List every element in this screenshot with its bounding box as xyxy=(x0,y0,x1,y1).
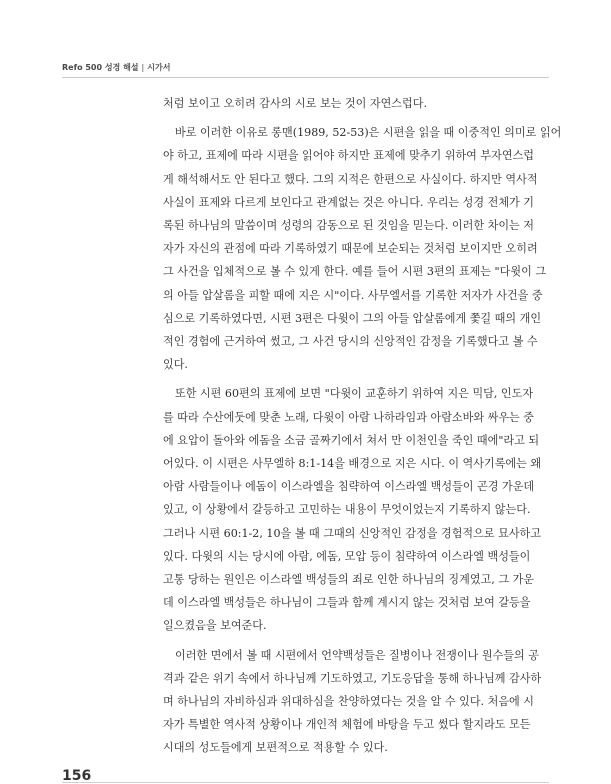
text-line: 이러한 면에서 볼 때 시편에서 언약백성들은 질병이나 전쟁이나 원수들의 공 xyxy=(175,648,539,662)
text-line: 격과 같은 위기 속에서 하나님께 기도하였고, 기도응답을 통해 하나님께 감사하 xyxy=(163,671,542,685)
text-line: 처럼 보이고 오히려 감사의 시로 보는 것이 자연스럽다. xyxy=(163,97,427,110)
text-line: 사실이 표제와 다르게 보인다고 관계없는 것은 아니다. 우리는 성경 전체가 기 xyxy=(163,195,535,209)
text-line: 고통 당하는 원인은 이스라엘 백성들의 죄로 인한 하나님의 징계였고, 그 가운 xyxy=(163,573,535,587)
running-head xyxy=(62,62,170,73)
text-line: 그러나 시편 60:1-2, 10을 볼 때 그때의 신앙적인 감정을 경험적으로 묘사하고 xyxy=(163,526,541,540)
text-line: 시대의 성도들에게 보편적으로 적용할 수 있다. xyxy=(163,741,388,755)
text-line: 또한 시편 60편의 표제에 보면 "다윗이 교훈하기 위하여 지은 믹담, 인도자 xyxy=(175,387,534,401)
page-number: 156 xyxy=(62,768,92,784)
header-separator: | xyxy=(141,63,145,72)
text-line: 록된 하나님의 말씀이며 성령의 감동으로 된 것임을 믿는다. 이러한 차이는 저 xyxy=(163,219,535,233)
text-line: 어있다. 이 시편은 사무엘하 8:1-14을 배경으로 지은 시다. 이 역사기록에는 왜 xyxy=(163,457,542,471)
text-line: 있다. 다윗의 시는 당시에 아람, 에돔, 모압 등이 침략하여 이스라엘 백성들이 xyxy=(163,549,531,563)
text-line: 심으로 기록하였다면, 시편 3편은 다윗이 그의 아들 압살롬에게 쫓길 때의 개인 xyxy=(163,311,542,325)
text-line: 그 사건을 입체적으로 볼 수 있게 한다. 예를 들어 시편 3편의 표제는 "다윗이 그 xyxy=(163,265,547,279)
text-line: 며 하나님의 자비하심과 위대하심을 찬양하였다는 것을 알 수 있다. 처음에 시 xyxy=(163,695,535,709)
text-line: 아람 사람들이나 에돔이 이스라엘을 침략하여 이스라엘 백성들이 곤경 가운데 xyxy=(163,480,535,494)
text-line: 를 따라 수산에둣에 맞춘 노래, 다윗이 아람 나하라임과 아람소바와 싸우는 중 xyxy=(163,410,535,424)
text-line: 바로 이러한 이유로 롱맨(1989, 52-53)은 시편을 읽을 때 이중적인 의미로 읽어 xyxy=(175,126,562,140)
header-rule xyxy=(62,77,549,78)
text-line: 의 아들 압살롬을 피할 때에 지은 시"이다. 사무엘서를 기록한 저자가 사건을 중 xyxy=(163,288,543,302)
text-line: 데 이스라엘 백성들은 하나님이 그들과 함께 계시지 않는 것처럼 보여 갈등을 xyxy=(163,596,531,610)
text-line: 자가 자신의 관점에 따라 기록하였기 때문에 보순되는 것처럼 보이지만 오히려 xyxy=(163,242,538,256)
text-line: 게 해석해서도 안 된다고 했다. 그의 지적은 한편으로 사실이다. 하지만 역사적 xyxy=(163,172,538,186)
section-title: 시가서 xyxy=(147,63,171,72)
book-title: Refo 500 성경 해설 xyxy=(62,63,139,72)
text-line: 있고, 이 상황에서 갈등하고 고민하는 내용이 무엇이었는지 기록하지 않는다. xyxy=(163,503,531,517)
text-line: 야 하고, 표제에 따라 시편을 읽어야 하지만 표제에 맞추기 위하여 부자연스럽 xyxy=(163,149,535,163)
body-text xyxy=(163,92,562,760)
text-line: 에 요압이 돌아와 에돔을 소금 골짜기에서 쳐서 만 이천인을 죽인 때에"라고 되 xyxy=(163,433,540,447)
text-line: 있다. xyxy=(163,358,188,372)
text-line: 적인 경험에 근거하여 썼고, 그 사건 당시의 신앙적인 감정을 기록했다고 볼 수 xyxy=(163,335,538,349)
text-line: 일으켰음을 보여준다. xyxy=(163,619,267,633)
footer-rule xyxy=(62,782,549,783)
text-line: 자가 특별한 역사적 상황이나 개인적 체험에 바탕을 두고 썼다 할지라도 모든 xyxy=(163,718,531,732)
